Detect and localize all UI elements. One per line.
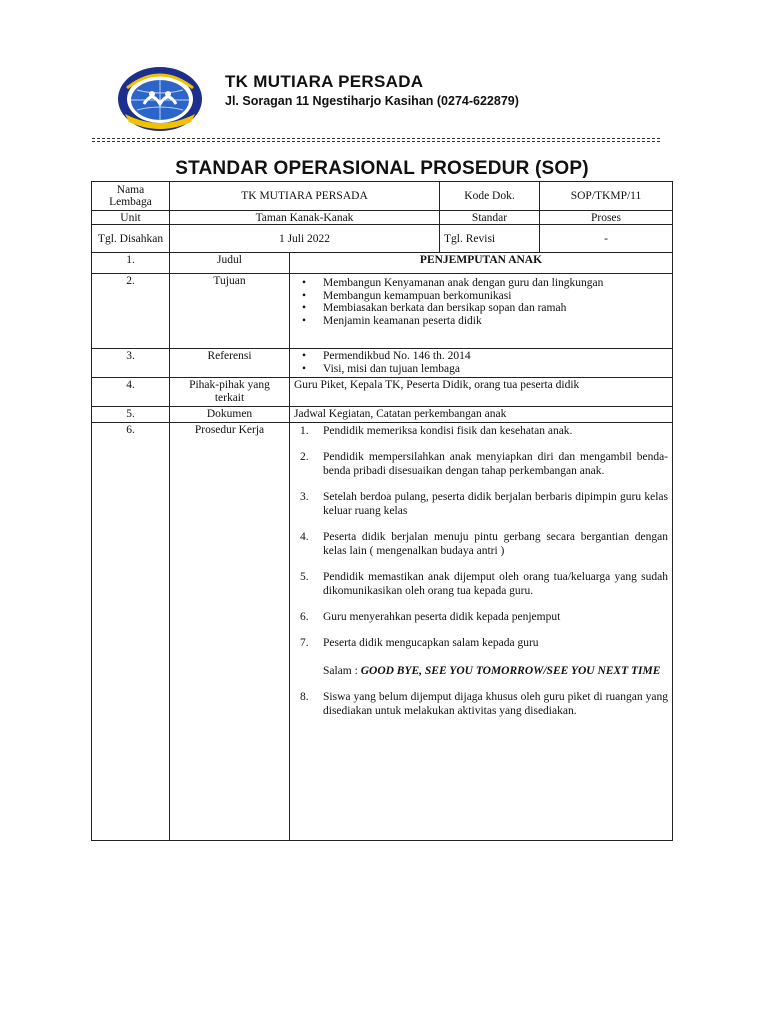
row-label: Pihak-pihak yang terkait (170, 378, 290, 407)
step-item: 7. Peserta didik mengucapkan salam kepada guru (300, 636, 539, 649)
list-item: • Membangun kemampuan berkomunikasi (294, 290, 668, 303)
tujuan-list (294, 277, 668, 327)
document-title: STANDAR OPERASIONAL PROSEDUR (SOP) (175, 158, 589, 179)
list-item: • Visi, misi dan tujuan lembaga (294, 363, 668, 376)
prosedur-steps-continued (294, 690, 668, 718)
salam-text: GOOD BYE, SEE YOU TOMORROW/SEE YOU NEXT TIME (360, 664, 661, 677)
step-item: 1. Pendidik memeriksa kondisi fisik dan kesehatan anak. (300, 424, 573, 437)
referensi-list (294, 350, 668, 375)
row-number: 5. (92, 407, 170, 423)
row-value-judul: PENJEMPUTAN ANAK (290, 253, 673, 274)
step-item: 5. Pendidik memastikan anak dijemput oleh orang tua/keluarga yang sudah dikomunikasikan oleh orang tua kepada guru. (300, 570, 668, 597)
label-tgl-revisi: Tgl. Revisi (440, 225, 540, 253)
row-value-dokumen: Jadwal Kegiatan, Catatan perkembangan anak (290, 407, 673, 423)
step-item: 8. Siswa yang belum dijemput dijaga khusus oleh guru piket di ruangan yang disediakan untuk melakukan aktivitas yang disediakan. (300, 690, 668, 717)
row-number: 1. (92, 253, 170, 274)
sop-content-table (91, 252, 673, 841)
list-item: • Membangun Kenyamanan anak dengan guru dan lingkungan (294, 277, 668, 290)
row-prosedur (92, 422, 673, 840)
label-nama-lembaga: Nama Lembaga (92, 182, 170, 211)
org-address: Jl. Soragan 11 Ngestiharjo Kasihan (0274-622879) (225, 94, 519, 108)
row-label: Referensi (170, 349, 290, 378)
value-tgl-disahkan: 1 Juli 2022 (170, 225, 440, 253)
row-value-pihak: Guru Piket, Kepala TK, Peserta Didik, orang tua peserta didik (290, 378, 673, 407)
step-item: 2. Pendidik mempersilahkan anak menyiapkan diri dan mengambil benda-benda pribadi disesuaikan dengan tahap perkembangan anak. (300, 450, 668, 477)
label-kode-dok: Kode Dok. (440, 182, 540, 211)
value-nama-lembaga: TK MUTIARA PERSADA (170, 182, 440, 211)
row-dokumen (92, 407, 673, 423)
salam-line (294, 664, 668, 678)
row-referensi (92, 349, 673, 378)
list-item: • Menjamin keamanan peserta didik (294, 315, 668, 328)
row-label: Judul (170, 253, 290, 274)
org-name: TK MUTIARA PERSADA (225, 72, 424, 91)
row-judul (92, 253, 673, 274)
label-standar: Standar (440, 211, 540, 225)
row-pihak (92, 378, 673, 407)
value-standar: Proses (540, 211, 673, 225)
value-unit: Taman Kanak-Kanak (170, 211, 440, 225)
header-divider (92, 136, 660, 145)
school-logo (117, 66, 203, 132)
value-kode-dok: SOP/TKMP/11 (540, 182, 673, 211)
row-number: 4. (92, 378, 170, 407)
step-item: 3. Setelah berdoa pulang, peserta didik berjalan berbaris dipimpin guru kelas keluar ruang kelas (300, 490, 668, 517)
step-item: 6. Guru menyerahkan peserta didik kepada penjemput (300, 610, 561, 623)
label-unit: Unit (92, 211, 170, 225)
row-tujuan (92, 274, 673, 349)
row-label: Dokumen (170, 407, 290, 423)
list-item: • Permendikbud No. 146 th. 2014 (294, 350, 668, 363)
row-number: 2. (92, 274, 170, 349)
row-label: Prosedur Kerja (170, 422, 290, 840)
salam-label: Salam : (323, 664, 358, 677)
value-tgl-revisi: - (540, 225, 673, 253)
list-item: • Membiasakan berkata dan bersikap sopan dan ramah (294, 302, 668, 315)
prosedur-steps (294, 424, 668, 650)
document-meta-table (91, 181, 673, 253)
label-tgl-disahkan: Tgl. Disahkan (92, 225, 170, 253)
row-label: Tujuan (170, 274, 290, 349)
row-number: 6. (92, 422, 170, 840)
row-number: 3. (92, 349, 170, 378)
step-item: 4. Peserta didik berjalan menuju pintu gerbang secara bergantian dengan kelas lain ( mengenalkan budaya antri ) (300, 530, 668, 557)
